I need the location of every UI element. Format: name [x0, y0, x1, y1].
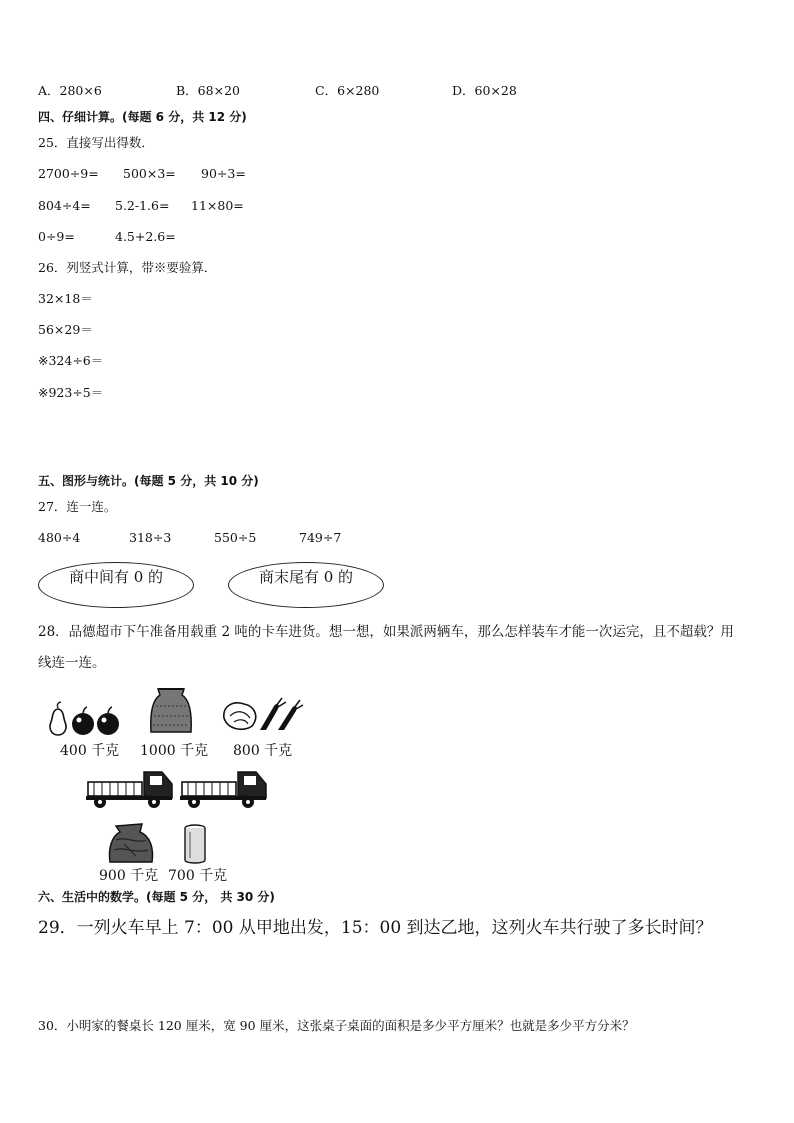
division-expression: 550÷5: [214, 530, 257, 545]
goods-weight: 800 千克: [233, 743, 293, 759]
q25-title: 25．直接写出得数．: [38, 135, 154, 150]
q28-text-line2: 线连一连。: [38, 655, 106, 671]
can-icon: [182, 824, 208, 864]
option-c: C．6×280: [315, 83, 380, 98]
division-expression: 480÷4: [38, 530, 81, 545]
section4-heading: 四、仔细计算。(每题 6 分，共 12 分): [38, 110, 247, 124]
vegetables-icon: [220, 696, 304, 732]
calc-item: 500×3=: [123, 166, 176, 181]
calc-item: 4.5+2.6=: [115, 229, 176, 244]
vertical-calc-item: ※923÷5＝: [38, 385, 104, 400]
q28-text-line1: 28．品德超市下午准备用载重 2 吨的卡车进货。想一想，如果派两辆车，那么怎样装车才能一次运完，且不超载？用: [38, 624, 734, 640]
division-expression: 318÷3: [129, 530, 172, 545]
fruit-icon: [46, 702, 122, 736]
calc-item: 2700÷9=: [38, 166, 99, 181]
q26-title: 26．列竖式计算，带※要验算．: [38, 260, 217, 275]
calc-item: 804÷4=: [38, 198, 91, 213]
oval-quotient-end-zero[interactable]: [228, 562, 384, 608]
bag-icon: [106, 822, 156, 864]
calc-item: 0÷9=: [38, 229, 75, 244]
goods-weight: 400 千克: [60, 743, 120, 759]
oval-label: 商末尾有 0 的: [258, 568, 354, 586]
calc-item: 90÷3=: [201, 166, 246, 181]
goods-weight: 700 千克: [168, 868, 228, 884]
option-a: A．280×6: [38, 83, 102, 98]
division-expression: 749÷7: [299, 530, 342, 545]
oval-label: 商中间有 0 的: [68, 568, 164, 586]
q30-text: 30．小明家的餐桌长 120 厘米，宽 90 厘米，这张桌子桌面的面积是多少平方厘米？也就是多少平方分米？: [38, 1018, 635, 1033]
q29-text: 29．一列火车早上 7：00 从甲地出发，15：00 到达乙地，这列火车共行驶了多长时间？: [38, 918, 713, 938]
vertical-calc-item: ※324÷6＝: [38, 353, 104, 368]
section6-heading: 六、生活中的数学。(每题 5 分， 共 30 分): [38, 890, 275, 904]
vertical-calc-item: 56×29＝: [38, 322, 93, 337]
calc-item: 5.2-1.6=: [115, 198, 170, 213]
vertical-calc-item: 32×18＝: [38, 291, 93, 306]
section5-heading: 五、图形与统计。(每题 5 分，共 10 分): [38, 474, 259, 488]
sack-icon: [146, 686, 196, 736]
option-b: B．68×20: [176, 83, 240, 98]
goods-weight: 900 千克: [99, 868, 159, 884]
oval-quotient-middle-zero[interactable]: [38, 562, 194, 608]
q27-title: 27．连一连。: [38, 499, 117, 514]
option-d: D．60×28: [452, 83, 517, 98]
calc-item: 11×80=: [191, 198, 244, 213]
truck-icon: [86, 766, 176, 810]
truck-icon: [180, 766, 270, 810]
goods-weight: 1000 千克: [140, 743, 209, 759]
